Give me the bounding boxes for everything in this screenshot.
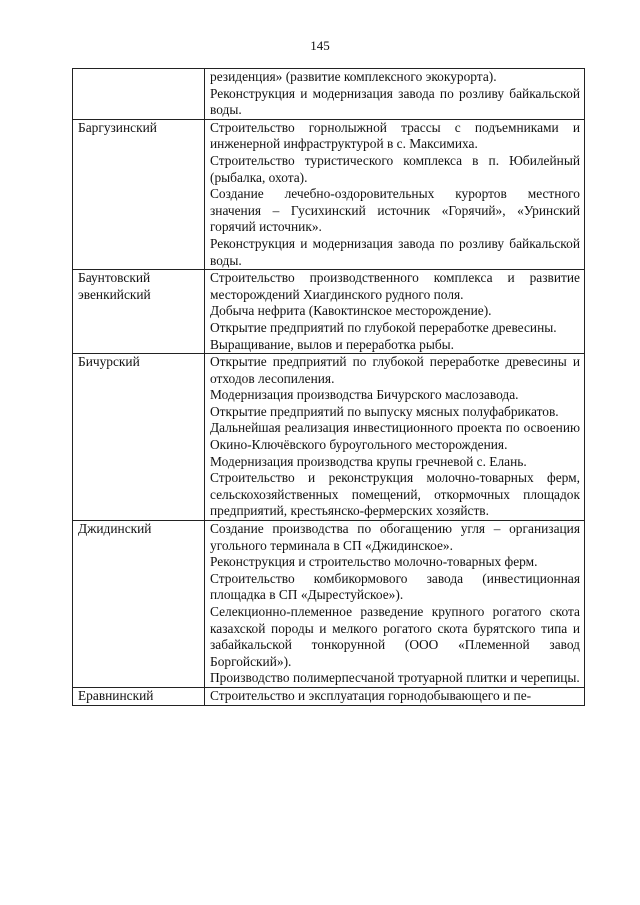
- table-row: [73, 69, 585, 120]
- project-item: Открытие предприятий по выпуску мясных полуфабрикатов.: [210, 403, 559, 419]
- project-item: Производство полимерпесчаной тротуарной плитки и черепицы.: [210, 670, 580, 686]
- district-cell: [73, 69, 205, 120]
- project-item: Создание производства по обогащению угля – организация угольного терминала в СП «Джидинское».: [210, 521, 580, 553]
- project-item: Модернизация производства крупы гречневой с. Елань.: [210, 453, 527, 469]
- district-cell: Бичурский: [73, 354, 205, 521]
- district-cell: Баргузинский: [73, 119, 205, 269]
- project-item: Открытие предприятий по глубокой переработке древесины.: [210, 319, 557, 335]
- project-item: Реконструкция и модернизация завода по розливу байкальской воды.: [210, 235, 580, 268]
- project-item: Выращивание, вылов и переработка рыбы.: [210, 336, 454, 352]
- table-row: [73, 354, 585, 521]
- district-cell: Джидинский: [73, 521, 205, 688]
- project-item: Строительство туристического комплекса в п. Юбилейный (рыбалка, охота).: [210, 152, 580, 185]
- projects-cell: [205, 521, 585, 688]
- project-item: Селекционно-племенное разведение крупного рогатого скота казахской породы и мелкого рогатого скота бурятского типа и забайкальской тонкорунной (ООО «Племенной завод Боргойский»).: [210, 604, 580, 669]
- projects-cell: [205, 270, 585, 354]
- table-row: [73, 687, 585, 705]
- projects-cell: [205, 354, 585, 521]
- project-item: Строительство комбикормового завода (инвестиционная площадка в СП «Дырестуйское»).: [210, 570, 580, 603]
- district-cell: Еравнинский: [73, 687, 205, 705]
- page-number: 145: [310, 38, 330, 53]
- project-item: Дальнейшая реализация инвестиционного проекта по освоению Окино-Ключёвского буроугольного месторождения.: [210, 420, 580, 453]
- project-item: Строительство производственного комплекса и развитие месторождений Хиагдинского рудного поля.: [210, 270, 580, 302]
- table-row: [73, 521, 585, 688]
- project-item: Добыча нефрита (Кавоктинское месторождение).: [210, 303, 492, 319]
- district-cell: Баунтовский эвенкийский: [73, 270, 205, 354]
- project-item: Модернизация производства Бичурского маслозавода.: [210, 387, 519, 403]
- project-item: Строительство и эксплуатация горнодобывающего и пе-: [210, 687, 532, 703]
- project-item: Реконструкция и строительство молочно-товарных ферм.: [210, 554, 538, 570]
- investment-projects-table: [72, 68, 585, 706]
- project-item: резиденция» (развитие комплексного экокурорта).: [210, 69, 497, 84]
- project-item: Строительство горнолыжной трассы с подъемниками и инженерной инфраструктурой в с. Максимиха.: [210, 119, 580, 152]
- projects-cell: [205, 69, 585, 120]
- table-row: [73, 119, 585, 269]
- project-item: Строительство и реконструкция молочно-товарных ферм, сельскохозяйственных помещений, откормочных площадок предприятий, крестьянско-фермерских хозяйств.: [210, 470, 580, 519]
- project-item: Создание лечебно-оздоровительных курортов местного значения – Гусихинский источник «Горячий», «Уринский горячий источник».: [210, 186, 580, 235]
- projects-cell: [205, 687, 585, 705]
- project-item: Открытие предприятий по глубокой переработке древесины и отходов лесопиления.: [210, 354, 580, 386]
- projects-cell: [205, 119, 585, 269]
- project-item: Реконструкция и модернизация завода по розливу байкальской воды.: [210, 85, 580, 118]
- table-row: [73, 270, 585, 354]
